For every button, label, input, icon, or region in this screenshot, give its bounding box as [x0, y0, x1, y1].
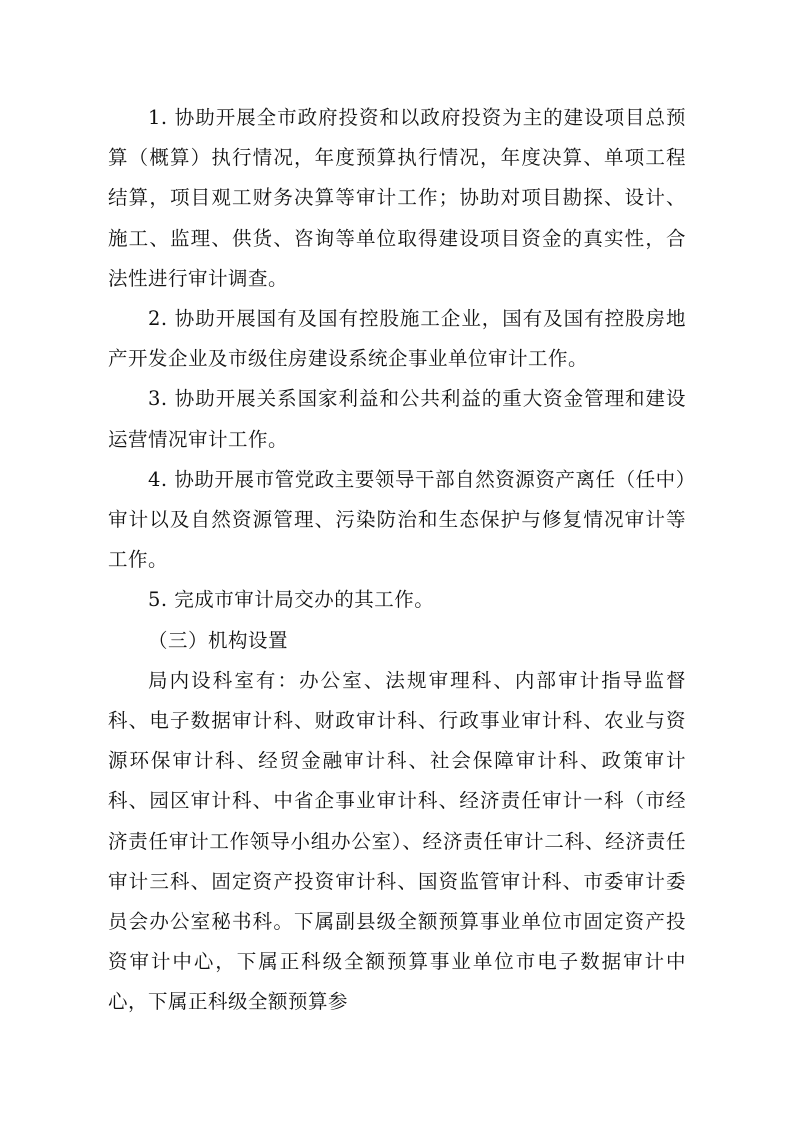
- paragraph-item-4: 4. 协助开展市管党政主要领导干部自然资源资产离任（任中）审计以及自然资源管理、污染防治和生态保护与修复情况审计等工作。: [108, 467, 686, 572]
- paragraph-item-3: 3. 协助开展关系国家利益和公共利益的重大资金管理和建设运营情况审计工作。: [108, 387, 686, 451]
- paragraph-item-2: 2. 协助开展国有及国有控股施工企业，国有及国有控股房地产开发企业及市级住房建设系统企事业单位审计工作。: [108, 307, 686, 371]
- paragraph-item-1: 1. 协助开展全市政府投资和以政府投资为主的建设项目总预算（概算）执行情况，年度预算执行情况，年度决算、单项工程结算，项目观工财务决算等审计工作；协助对项目勘探、设计、施工、监理、供货、咨询等单位取得建设项目资金的真实性，合法性进行审计调查。: [108, 106, 686, 290]
- paragraph-item-5: 5. 完成市审计局交办的其工作。: [148, 588, 435, 612]
- paragraph-departments: 局内设科室有：办公室、法规审理科、内部审计指导监督科、电子数据审计科、财政审计科、行政事业审计科、农业与资源环保审计科、经贸金融审计科、社会保障审计科、政策审计科、园区审计科、中省企事业审计科、经济责任审计一科（市经济责任审计工作领导小组办公室）、经济责任审计二科、经济责任审计三科、固定资产投资审计科、国资监管审计科、市委审计委员会办公室秘书科。下属副县级全额预算事业单位市固定资产投资审计中心，下属正科级全额预算事业单位市电子数据审计中心，下属正科级全额预算参: [108, 668, 686, 1014]
- document-body: [108, 98, 686, 1023]
- section-heading: （三）机构设置: [148, 628, 289, 652]
